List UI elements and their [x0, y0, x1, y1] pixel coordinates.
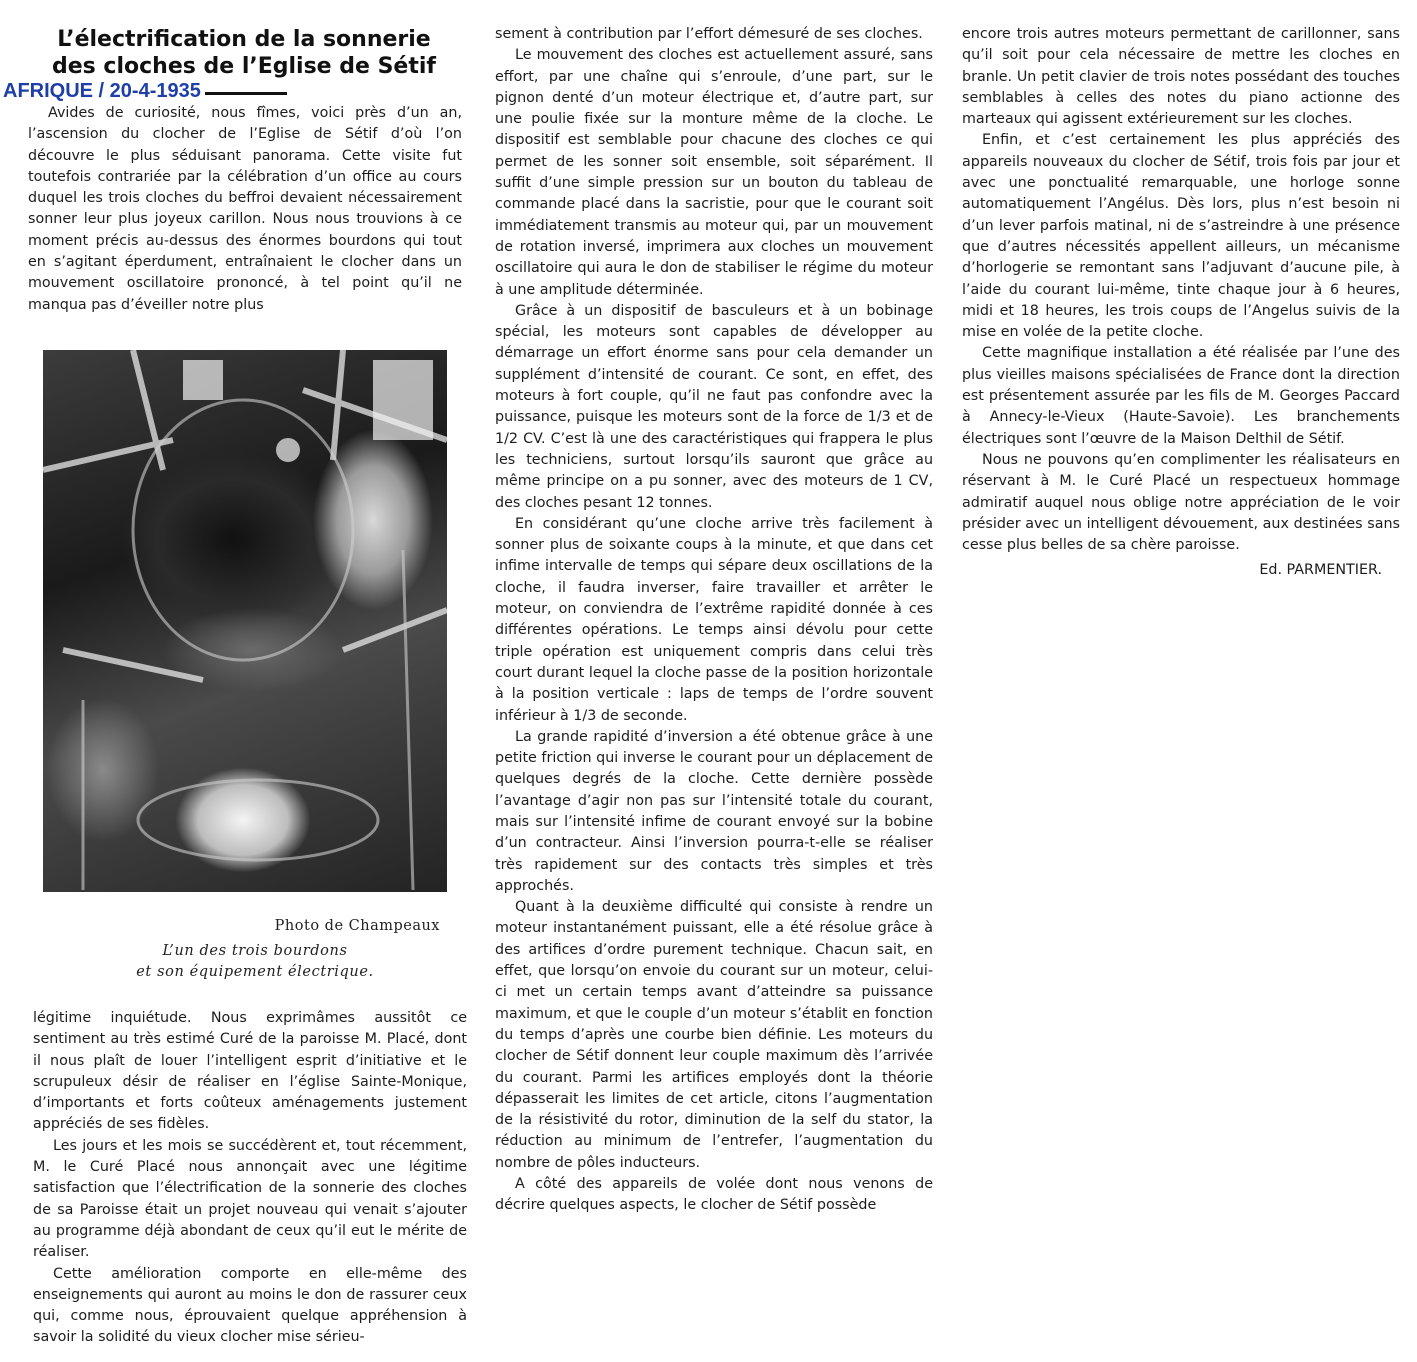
source-stamp: AFRIQUE / 20-4-1935	[3, 80, 201, 102]
column-1-top	[28, 103, 462, 316]
column-2	[495, 24, 933, 1217]
photo-caption-line-1: L’un des trois bourdons	[162, 943, 348, 959]
paragraph: sement à contribution par l’effort démesuré de ses cloches.	[495, 26, 923, 42]
paragraph: Quant à la deuxième difficulté qui consiste à rendre un moteur instantanément puissant, elle a été résolue grâce à des artifices d’ordre purement technique. Chacun sait, en effet, que lorsqu’on envoie du courant sur un moteur, celui-ci met un certain temps avant d’atteindre sa puissance maximum, et que le couple d’un moteur s’établit en fonction du temps d’après une courbe bien définie. Les moteurs du clocher de Sétif donnent leur couple maximum dès l’arrivée du courant. Parmi les artifices employés dont la théorie dépasserait les limites de cet article, citons l’augmentation de la résistivité du rotor, diminution de la self du stator, la réduction au minimum de l’entrefer, l’augmentation du nombre de pôles inducteurs.	[495, 899, 933, 1171]
paragraph: Le mouvement des cloches est actuellement assuré, sans effort, par une chaîne qui s’enroule, d’une part, sur le pignon denté d’un moteur électrique et, d’autre part, sur une poulie fixée sur la monture même de la cloche. Le dispositif est semblable pour chacune des cloches ce qui permet de les sonner soit ensemble, soit séparément. Il suffit d’une simple pression sur un bouton du tableau de commande placé dans la sacristie, pour que le courant soit immédiatement transmis au moteur qui, par un mouvement de rotation inversé, imprimera aux cloches un mouvement oscillatoire qui aura le don de stabiliser le régime du moteur à une amplitude déterminée.	[495, 47, 933, 298]
column-3	[962, 24, 1400, 582]
paragraph: Cette magnifique installation a été réalisée par l’une des plus vieilles maisons spécialisées de France dont la direction est présentement assurée par les fils de M. Georges Paccard à Annecy-le-Vieux (Haute-Savoie). Les branchements électriques sont l’œuvre de la Maison Delthil de Sétif.	[962, 345, 1400, 447]
bell-photo	[43, 350, 447, 892]
column-1-bottom	[33, 1008, 467, 1349]
paragraph: La grande rapidité d’inversion a été obtenue grâce à une petite friction qui inverse le courant pour un déplacement de quelques degrés de la cloche. Cette dernière possède l’avantage d’agir non pas sur l’intensité totale du courant, mais sur l’intensité infime de courant envoyé sur la bobine d’un contracteur. Ainsi l’inversion pourra-t-elle se réaliser très rapidement sur des contacts très simples et très approchés.	[495, 728, 933, 894]
paragraph: encore trois autres moteurs permettant de carillonner, sans qu’il soit pour cela nécessaire de mettre les cloches en branle. Un petit clavier de trois notes possédant des touches semblables à celles des notes du piano actionne des marteaux qui agissent extérieurement sur les cloches.	[962, 26, 1400, 128]
author-signature: Ed. PARMENTIER.	[1259, 562, 1382, 579]
article-title-line-2: des cloches de l’Eglise de Sétif	[52, 54, 436, 79]
paragraph: En considérant qu’une cloche arrive très facilement à sonner plus de soixante coups à la minute, et que dans cet infime intervalle de temps qui sépare deux oscillations de la cloche, il faudra inverser, faire travailler et arrêter le moteur, on conviendra de l’extrême rapidité donnée à ces différentes opérations. Le temps ainsi dévolu pour cette triple opération est uniquement compris dans celui très court durant lequel la cloche passe de la position horizontale à la position verticale : laps de temps de l’ordre souvent inférieur à 1/3 de seconde.	[495, 515, 933, 724]
article-title-line-1: L’électrification de la sonnerie	[57, 27, 431, 52]
bell-photo-structure	[43, 350, 447, 892]
paragraph: légitime inquiétude. Nous exprimâmes aussitôt ce sentiment au très estimé Curé de la paroisse M. Placé, dont il nous plaît de louer l’intelligent esprit d’initiative et le scrupuleux désir de réaliser en l’église Sainte-Monique, d’importants et forts coûteux aménagements justement appréciés de ses fidèles.	[33, 1010, 467, 1133]
photo-credit: Photo de Champeaux	[274, 918, 440, 934]
paragraph: A côté des appareils de volée dont nous venons de décrire quelques aspects, le clocher de Sétif possède	[495, 1176, 933, 1214]
paragraph: Avides de curiosité, nous fîmes, voici près d’un an, l’ascension du clocher de l’Eglise de Sétif d’où l’on découvre le plus séduisant panorama. Cette visite fut toutefois contrariée par la célébration d’un office au cours duquel les trois cloches du beffroi devaient nécessairement sonner leur plus joyeux carillon. Nous nous trouvions à ce moment précis au-dessus des énormes bourdons qui tout en s’agitant éperdument, entraînaient le clocher dans un mouvement oscillatoire prononcé, à tel point qu’il ne manqua pas d’éveiller notre plus	[28, 105, 462, 313]
paragraph: Nous ne pouvons qu’en complimenter les réalisateurs en réservant à M. le Curé Placé un respectueux hommage admiratif auquel nous oblige notre appréciation de le voir présider avec un intelligent dévouement, aux destinées sans cesse plus belles de sa chère paroisse.	[962, 451, 1400, 554]
paragraph: Cette amélioration comporte en elle-même des enseignements qui auront au moins le don de rassurer ceux qui, comme nous, éprouvaient quelque appréhension à savoir la solidité du vieux clocher mise sérieu-	[33, 1265, 467, 1346]
paragraph: Les jours et les mois se succédèrent et, tout récemment, M. le Curé Placé nous annonçait avec une légitime satisfaction que l’électrification de la sonnerie des cloches de sa Paroisse était un projet nouveau qui venait s’ajouter au programme déjà abondant de ceux qu’il eut le mérite de réaliser.	[33, 1137, 467, 1261]
paragraph: Grâce à un dispositif de basculeurs et à un bobinage spécial, les moteurs sont capables de développer au démarrage un effort énorme sans pour cela demander un supplément d’intensité de courant. Ce sont, en effet, des moteurs à fort couple, qu’il ne faut pas confondre avec la puissance, puisque les moteurs sont de la force de 1/3 et de 1/2 CV. C’est là une des caractéristiques qui frappera le plus les techniciens, surtout lorsqu’ils sauront que grâce au même principe on a pu sonner, avec des moteurs de 1 CV, des cloches pesant 12 tonnes.	[495, 302, 933, 511]
photo-caption	[120, 941, 390, 983]
stamp-underline	[205, 92, 287, 95]
article-title	[28, 26, 460, 80]
photo-caption-line-2: et son équipement électrique.	[136, 964, 374, 980]
paragraph: Enfin, et c’est certainement les plus appréciés des appareils nouveaux du clocher de Sétif, trois fois par jour et avec une ponctualité remarquable, une horloge sonne automatiquement l’Angélus. Dès lors, plus n’est besoin ni d’un lever parfois matinal, ni de s’astreindre à une présence que d’autres nécessités appellent ailleurs, un mécanisme d’horlogerie se remontant sans l’adjuvant d’aucune pile, à l’aide du courant lui-même, tinte chaque jour à 6 heures, midi et 18 heures, les trois coups de l’Angelus suivis de la mise en volée de la petite cloche.	[962, 132, 1400, 341]
